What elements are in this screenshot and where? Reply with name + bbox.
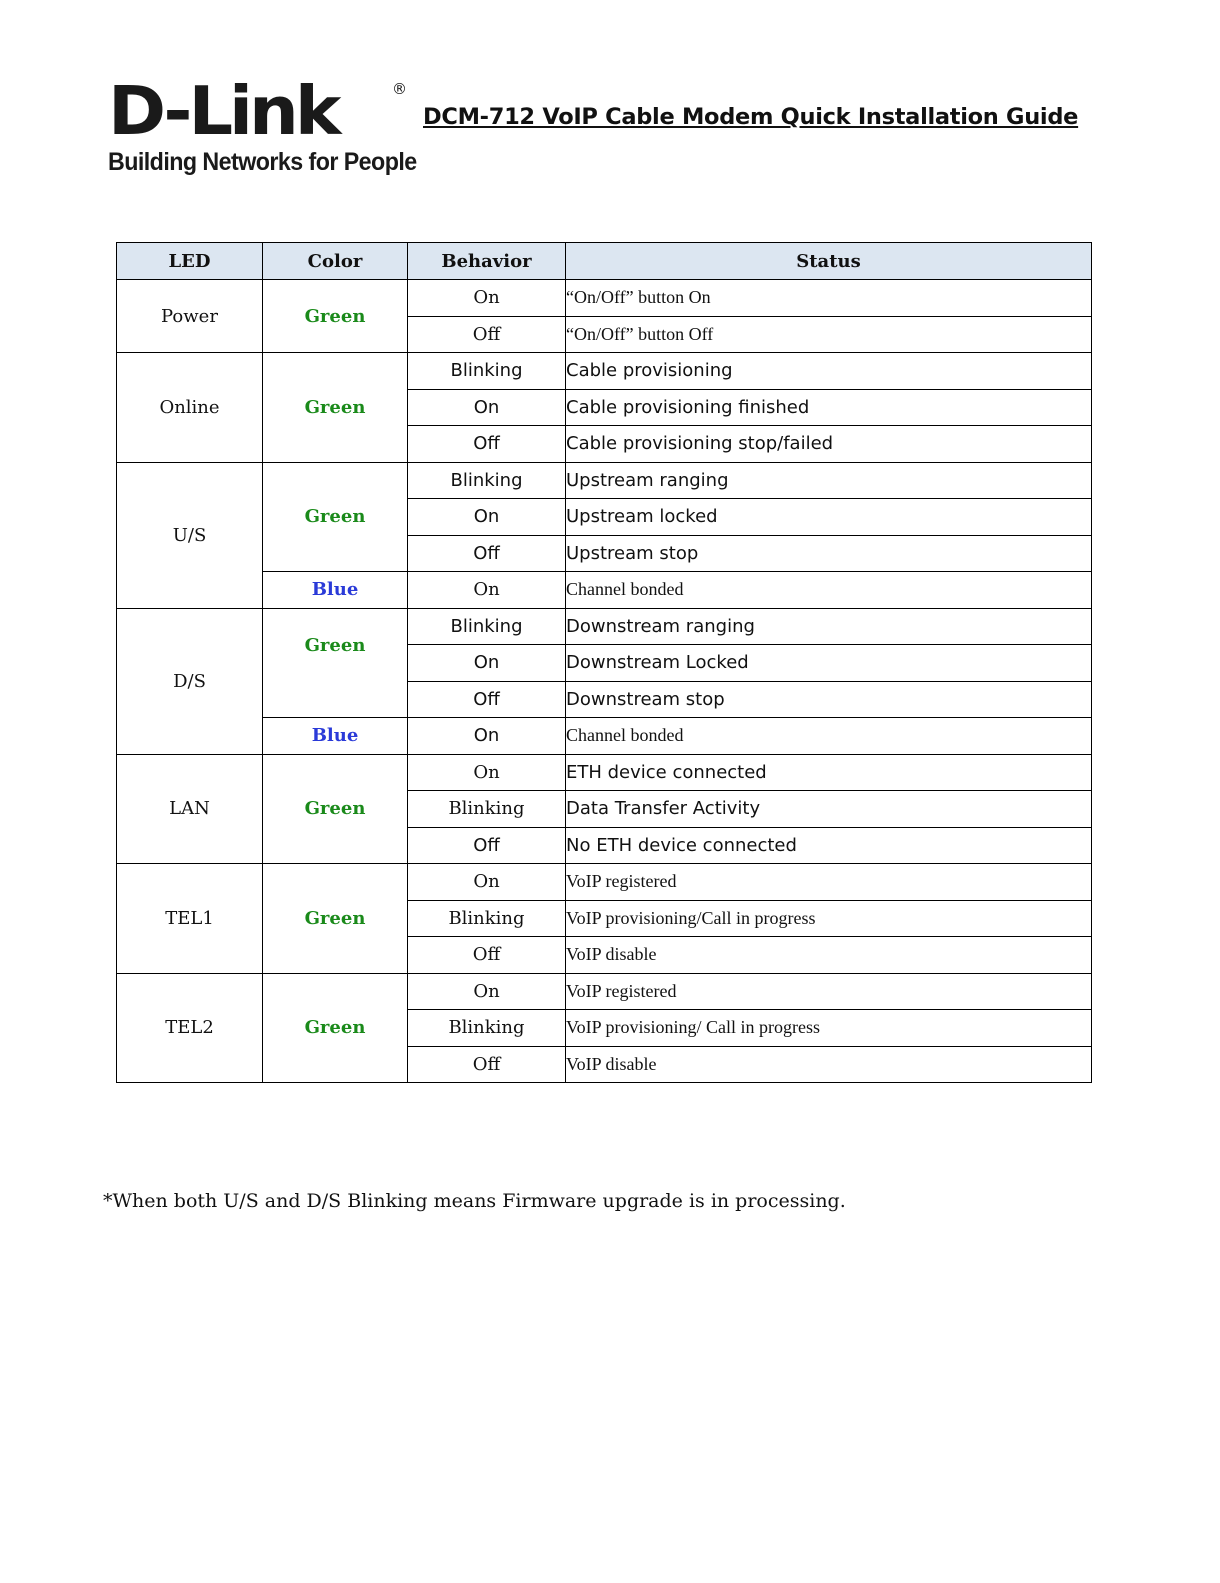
- led-behavior: On: [408, 389, 566, 426]
- led-color: Blue: [263, 718, 408, 755]
- led-color: Green: [263, 462, 408, 572]
- led-status: ETH device connected: [566, 754, 1092, 791]
- led-status: Cable provisioning stop/failed: [566, 426, 1092, 463]
- led-status: Channel bonded: [566, 718, 1092, 755]
- led-behavior: Off: [408, 535, 566, 572]
- led-status: VoIP provisioning/Call in progress: [566, 900, 1092, 937]
- led-behavior: On: [408, 973, 566, 1010]
- led-status: No ETH device connected: [566, 827, 1092, 864]
- led-behavior: Off: [408, 426, 566, 463]
- led-color: Green: [263, 280, 408, 353]
- column-header-behavior: Behavior: [408, 243, 566, 280]
- led-behavior: Blinking: [408, 900, 566, 937]
- led-behavior: Off: [408, 1046, 566, 1083]
- led-behavior: Blinking: [408, 1010, 566, 1047]
- led-name-us: U/S: [117, 462, 263, 608]
- led-color: Green: [263, 353, 408, 463]
- led-behavior: On: [408, 645, 566, 682]
- table-row: [117, 864, 1092, 901]
- led-behavior: On: [408, 280, 566, 317]
- led-status: “On/Off” button Off: [566, 316, 1092, 353]
- led-status: Channel bonded: [566, 572, 1092, 609]
- table-row: [117, 462, 1092, 499]
- led-name-lan: LAN: [117, 754, 263, 864]
- led-behavior: Blinking: [408, 462, 566, 499]
- led-behavior: Blinking: [408, 608, 566, 645]
- led-color: Green: [263, 973, 408, 1083]
- led-status: Downstream stop: [566, 681, 1092, 718]
- led-status: Upstream locked: [566, 499, 1092, 536]
- led-status: VoIP registered: [566, 864, 1092, 901]
- led-status: Downstream ranging: [566, 608, 1092, 645]
- led-status: Cable provisioning finished: [566, 389, 1092, 426]
- led-behavior: On: [408, 754, 566, 791]
- table-row: [117, 353, 1092, 390]
- column-header-led: LED: [117, 243, 263, 280]
- table-header-row: [117, 243, 1092, 280]
- led-name-tel1: TEL1: [117, 864, 263, 974]
- led-status: VoIP registered: [566, 973, 1092, 1010]
- led-behavior: Off: [408, 827, 566, 864]
- led-behavior: On: [408, 572, 566, 609]
- table-row: [117, 973, 1092, 1010]
- registered-mark: ®: [392, 80, 407, 98]
- led-behavior: On: [408, 499, 566, 536]
- led-status-table: [116, 242, 1092, 1083]
- led-name-ds: D/S: [117, 608, 263, 754]
- document-title: DCM-712 VoIP Cable Modem Quick Installation Guide: [423, 104, 1079, 130]
- firmware-footnote: *When both U/S and D/S Blinking means Firmware upgrade is in processing.: [103, 1190, 846, 1212]
- led-color: Blue: [263, 572, 408, 609]
- table-row: [117, 608, 1092, 645]
- led-name-online: Online: [117, 353, 263, 463]
- table-row: [117, 572, 1092, 609]
- table-row: [117, 718, 1092, 755]
- led-name-power: Power: [117, 280, 263, 353]
- led-behavior: On: [408, 718, 566, 755]
- led-status: Data Transfer Activity: [566, 791, 1092, 828]
- logo-wordmark: D-Link: [108, 72, 338, 151]
- column-header-status: Status: [566, 243, 1092, 280]
- table-row: [117, 280, 1092, 317]
- led-behavior: Off: [408, 937, 566, 974]
- d-link-logo: [108, 72, 417, 177]
- led-behavior: On: [408, 864, 566, 901]
- led-status: Downstream Locked: [566, 645, 1092, 682]
- led-name-tel2: TEL2: [117, 973, 263, 1083]
- led-color: Green: [263, 608, 408, 718]
- logo-tagline: Building Networks for People: [108, 148, 417, 176]
- led-behavior: Off: [408, 316, 566, 353]
- led-behavior: Blinking: [408, 353, 566, 390]
- led-status: Upstream ranging: [566, 462, 1092, 499]
- led-color: Green: [263, 754, 408, 864]
- led-status: Cable provisioning: [566, 353, 1092, 390]
- led-status: “On/Off” button On: [566, 280, 1092, 317]
- led-status: VoIP disable: [566, 937, 1092, 974]
- led-status: VoIP provisioning/ Call in progress: [566, 1010, 1092, 1047]
- column-header-color: Color: [263, 243, 408, 280]
- led-status: Upstream stop: [566, 535, 1092, 572]
- led-status: VoIP disable: [566, 1046, 1092, 1083]
- led-behavior: Blinking: [408, 791, 566, 828]
- table-row: [117, 754, 1092, 791]
- led-color: Green: [263, 864, 408, 974]
- led-behavior: Off: [408, 681, 566, 718]
